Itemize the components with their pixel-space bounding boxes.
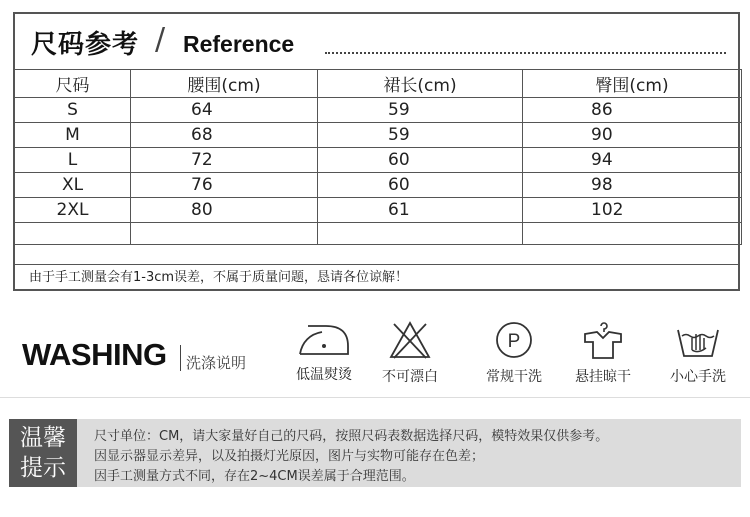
size-cell: M [15,123,131,148]
care-item-dry-clean [474,320,554,386]
table-row-empty [15,223,742,245]
table-row [15,123,742,148]
size-chart-title-en: Reference [183,31,295,57]
length-cell: 61 [318,198,523,223]
size-cell: 2XL [15,198,131,223]
tips-badge-line2: 提示 [20,455,66,481]
hip-cell: 94 [523,148,742,173]
tips-badge-line1: 温馨 [20,425,66,451]
table-header-row [15,70,742,98]
care-item-bleach [370,320,450,386]
tip-line: 因手工测量方式不同，存在2~4CM误差属于合理范围。 [94,469,415,484]
no-bleach-icon [388,320,432,360]
size-cell: L [15,148,131,173]
hand-wash-icon [674,320,722,360]
section-divider [0,397,750,398]
care-label: 悬挂晾干 [575,369,631,385]
size-cell: S [15,98,131,123]
header-skirt-length: 裙长(cm) [318,70,523,98]
tip-line: 因显示器显示差异，以及拍摄灯光原因，图片与实物可能存在色差； [94,449,485,464]
waist-cell: 68 [131,123,318,148]
hip-cell: 98 [523,173,742,198]
size-table [14,69,742,245]
hip-cell: 86 [523,98,742,123]
care-item-hand-wash [658,320,738,386]
care-label: 常规干洗 [486,369,542,385]
warm-tips [9,419,741,487]
header-hip: 臀围(cm) [523,70,742,98]
empty-cell [523,223,742,245]
washing-subtitle: 洗涤说明 [186,354,247,372]
care-item-hang-dry [563,320,643,386]
dry-clean-p-icon [494,320,534,360]
size-chart [13,12,740,291]
hip-cell: 102 [523,198,742,223]
care-label: 不可漂白 [382,369,438,385]
waist-cell: 64 [131,98,318,123]
table-row [15,198,742,223]
table-row [15,173,742,198]
size-cell: XL [15,173,131,198]
length-cell: 60 [318,148,523,173]
title-slash: / [155,22,166,57]
care-item-iron [284,320,364,384]
tips-badge [9,419,77,487]
table-row [15,98,742,123]
tip-line: 尺寸单位：CM，请大家量好自己的尺码，按照尺码表数据选择尺码，模特效果仅供参考。 [94,429,609,444]
hang-dry-icon [579,320,627,360]
size-chart-header [15,14,738,70]
iron-low-icon [296,320,352,358]
waist-cell: 76 [131,173,318,198]
length-cell: 60 [318,173,523,198]
length-cell: 59 [318,98,523,123]
waist-cell: 80 [131,198,318,223]
svg-text:P: P [507,331,521,352]
length-cell: 59 [318,123,523,148]
washing-title: WASHING [22,337,167,372]
size-chart-title-cn: 尺码参考 [31,30,140,60]
header-size: 尺码 [15,70,131,98]
empty-cell [131,223,318,245]
care-label: 低温熨烫 [296,367,352,383]
waist-cell: 72 [131,148,318,173]
table-row [15,148,742,173]
empty-cell [15,223,131,245]
dotted-rule [325,52,726,54]
measurement-note: 由于手工测量会有1-3cm误差，不属于质量问题，恳请各位谅解！ [15,264,738,289]
hip-cell: 90 [523,123,742,148]
empty-cell [318,223,523,245]
washing-divider [180,345,181,371]
header-waist: 腰围(cm) [131,70,318,98]
care-label: 小心手洗 [670,369,726,385]
